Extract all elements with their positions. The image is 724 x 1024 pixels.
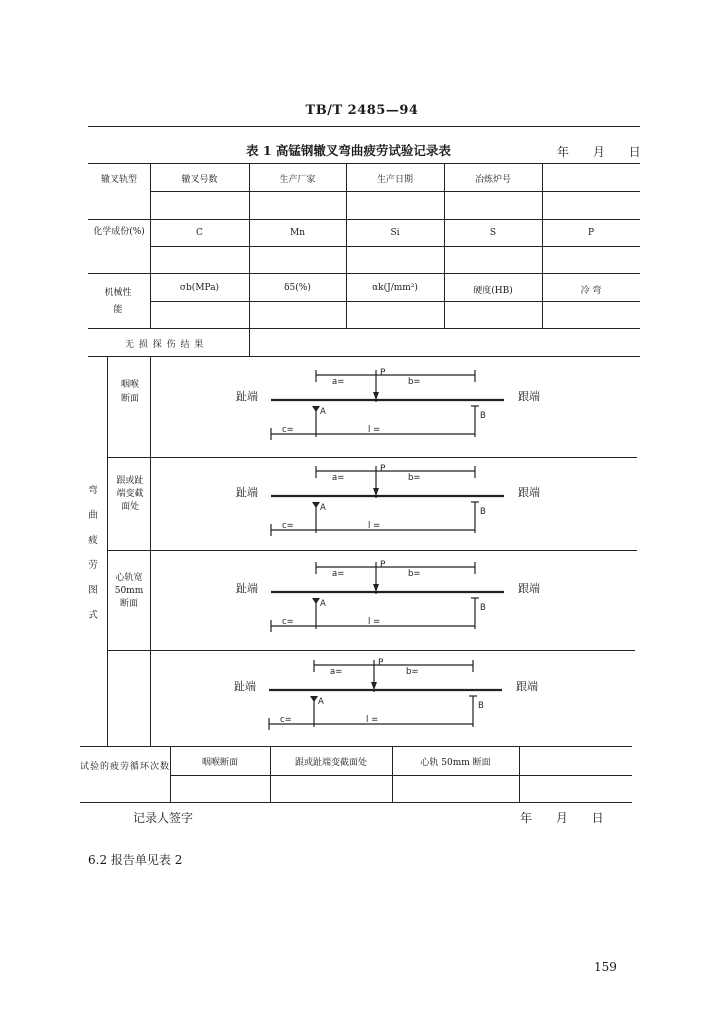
mech-elongation: δ5(%) [284,283,311,293]
diagram-toe-label: 趾端 [236,486,258,499]
header-frog-number: 辙叉号数 [181,175,218,185]
bend-outer-line [107,356,108,746]
cycles-throat: 咽喉断面 [201,758,238,768]
diagram-l-label: l = [366,715,379,725]
bend-rule-3 [107,650,635,651]
beam-diagram-3 [236,554,556,644]
diagram-b-label: b= [406,667,419,677]
col-line-3 [346,163,347,328]
diagram-c-label: c= [282,425,294,435]
beam-diagram-4 [234,652,554,742]
diagram-support-b: B [480,603,486,613]
diagram-load-label: P [380,464,386,474]
beam-diagram-1 [236,362,556,452]
header-heat-number: 冶炼炉号 [474,175,511,185]
diagram-toe-label: 趾端 [236,390,258,403]
diagram-support-b: B [480,411,486,421]
cycles-point-50mm: 心轨 50mm 断面 [420,758,491,768]
chem-label: 化学成份(%) [93,227,145,237]
col-line-5 [542,163,543,328]
section-throat: 咽喉断面 [120,380,139,404]
diagram-b-label: b= [408,569,421,579]
col-line-2 [249,163,250,356]
diagram-support-a: A [320,599,326,609]
table-rule-5 [88,273,640,274]
diagram-heel-label: 跟端 [518,390,540,403]
table-rule-10 [170,775,632,776]
diagram-a-label: a= [332,569,345,579]
diagram-load-label: P [380,368,386,378]
diagram-l-label: l = [368,617,381,627]
chem-p: P [587,228,595,238]
chem-mn: Mn [289,228,305,238]
mech-cold-bend: 冷 弯 [580,286,602,296]
bend-label: 弯曲疲劳图式 [88,485,98,621]
table-rule-7 [88,328,640,329]
diagram-a-label: a= [332,377,345,387]
diagram-support-a: A [320,503,326,513]
bend-inner-line [150,356,151,746]
diagram-a-label: a= [330,667,343,677]
table-rule-3 [88,219,640,220]
diagram-support-b: B [478,701,484,711]
diagram-l-label: l = [368,521,381,531]
col-line-4 [444,163,445,328]
table-rule-6 [150,301,640,302]
table-date: 年 月 日 [557,145,651,159]
diagram-heel-label: 跟端 [516,680,538,693]
standard-code: TB/T 2485—94 [305,103,419,118]
diagram-l-label: l = [368,425,381,435]
diagram-heel-label: 跟端 [518,582,540,595]
mech-hardness: 硬度(HB) [473,286,513,296]
diagram-support-a: A [318,697,324,707]
page-number: 159 [594,960,617,974]
chem-c: C [196,228,203,238]
table-bottom-rule [80,802,632,803]
top-rule [88,126,640,127]
diagram-support-a: A [320,407,326,417]
diagram-toe-label: 趾端 [234,680,256,693]
table-rule-1 [88,163,640,164]
signature-label: 记录人签字 [133,811,194,825]
table-rule-9 [80,746,632,747]
cycles-label: 试验的疲劳循环次数 [80,762,171,772]
diagram-heel-label: 跟端 [518,486,540,499]
cycles-line-4 [519,746,520,802]
table-rule-4 [150,246,640,247]
diagram-load-label: P [378,658,384,668]
ndt-label: 无 损 探 伤 结 果 [125,340,205,350]
mech-label: 机械性能 [104,288,132,315]
col-line-1 [150,163,151,328]
chem-si: Si [390,228,400,238]
table-rule-8 [88,356,640,357]
header-frog-type: 辙叉轨型 [100,175,137,185]
diagram-support-b: B [480,507,486,517]
diagram-c-label: c= [282,521,294,531]
beam-diagram-2 [236,458,556,548]
table-rule-2 [150,191,640,192]
bend-rule-2 [107,550,637,551]
diagram-a-label: a= [332,473,345,483]
section-heel-toe: 跟或趾端变截面处 [116,476,144,512]
diagram-c-label: c= [282,617,294,627]
section-reference: 6.2 报告单见表 2 [88,853,183,867]
diagram-toe-label: 趾端 [236,582,258,595]
cycles-heel-toe: 跟或趾端变截面处 [294,758,367,768]
footer-date: 年 月 日 [520,811,614,825]
section-point-50mm: 心轨宽50mm断面 [114,573,144,609]
mech-tensile: σb(MPa) [179,283,220,293]
diagram-load-label: P [380,560,386,570]
table-title: 表 1 高锰钢辙叉弯曲疲劳试验记录表 [246,143,451,158]
mech-impact: αk(J/mm²) [372,283,418,293]
chem-s: S [489,228,497,238]
header-production-date: 生产日期 [376,175,413,185]
diagram-c-label: c= [280,715,292,725]
header-manufacturer: 生产厂家 [279,175,316,185]
diagram-b-label: b= [408,377,421,387]
diagram-b-label: b= [408,473,421,483]
